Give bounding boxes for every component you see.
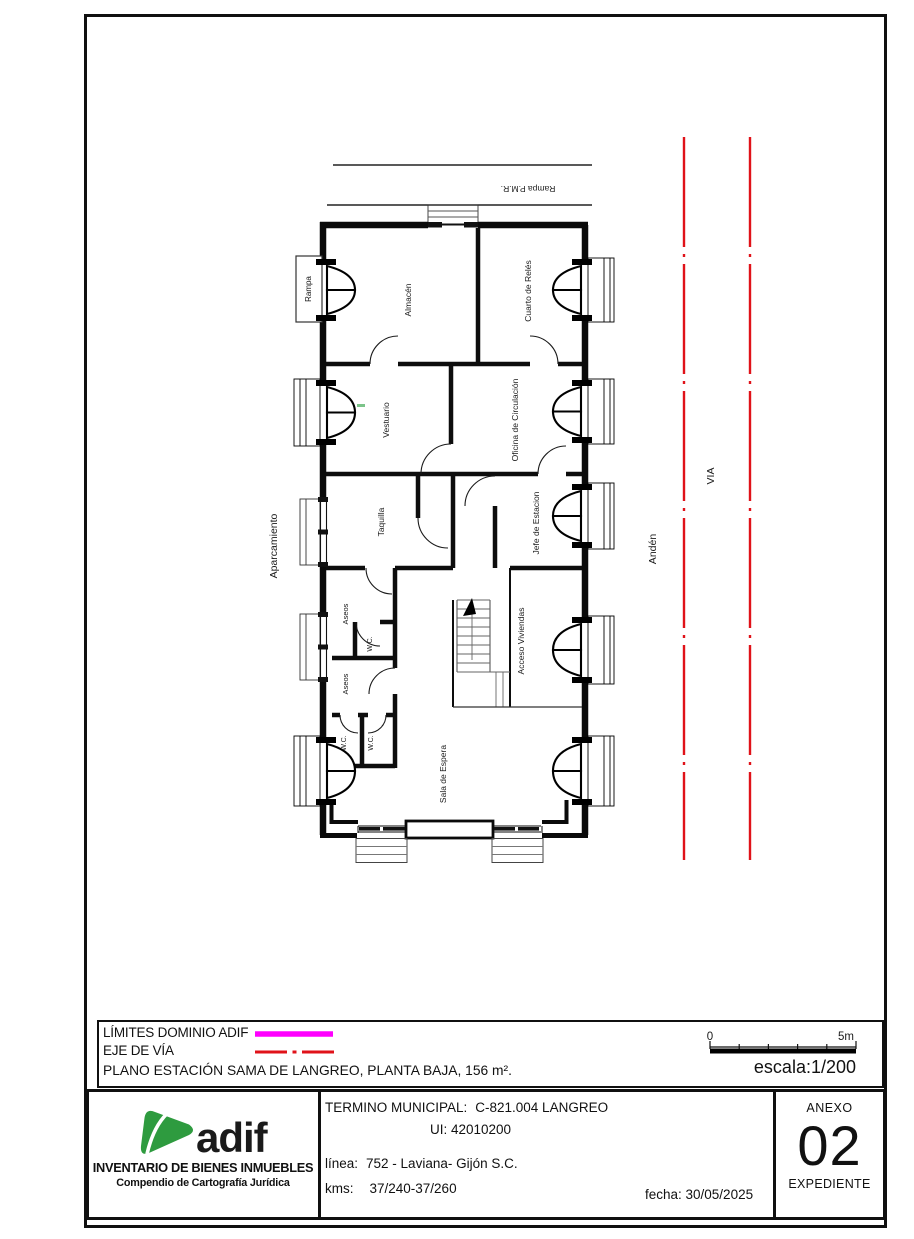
label-jefe: Jefe de Estacion [531, 491, 541, 555]
label-sala: Sala de Espera [438, 744, 448, 804]
scale-ratio-label: escala:1/200 [753, 1057, 856, 1077]
label-almacen: Almacén [403, 283, 413, 317]
linea-row [325, 1156, 518, 1171]
label-cuarto-reles: Cuarto de Relés [523, 260, 533, 322]
legend-limites-label: LÍMITES DOMINIO ADIF [103, 1025, 249, 1040]
ui-row [430, 1122, 511, 1137]
label-taquilla: Taquilla [376, 507, 386, 537]
label-vestuario: Vestuario [381, 402, 391, 438]
scale-zero-label: 0 [706, 1031, 714, 1043]
label-oficina: Oficina de Circulación [510, 378, 520, 462]
title-block-divider-1 [318, 1092, 321, 1217]
termino-row [325, 1100, 608, 1115]
anexo-number: 02 [797, 1114, 862, 1177]
kms-row [325, 1181, 457, 1196]
linea-label: línea: [325, 1156, 359, 1171]
expediente-label: EXPEDIENTE [788, 1177, 871, 1191]
termino-value: C-821.004 LANGREO [475, 1100, 609, 1115]
kms-value: 37/240-37/260 [369, 1181, 457, 1196]
label-wc-lower-right: W.C. [368, 735, 375, 751]
label-via: VIA [705, 467, 717, 485]
label-aseos-lower: Aseos [341, 673, 350, 695]
linea-value: 752 - Laviana- Gijón S.C. [366, 1156, 518, 1171]
kms-label: kms: [325, 1181, 354, 1196]
label-aseos-upper: Aseos [341, 603, 350, 625]
ui-value: UI: 42010200 [430, 1122, 512, 1137]
adif-wordmark: adif [196, 1114, 267, 1161]
label-rampa: Rampa [304, 276, 313, 302]
legend-plano-label: PLANO ESTACIÓN SAMA DE LANGREO, PLANTA BAJA, 156 m². [103, 1063, 512, 1078]
label-acceso: Acceso Viviendas [516, 607, 526, 675]
logo-caption-1: INVENTARIO DE BIENES INMUEBLES [92, 1160, 314, 1175]
fecha-row: fecha: 30/05/2025 [645, 1187, 754, 1202]
anexo-cell [773, 1089, 886, 1217]
label-aparcamiento: Aparcamiento [268, 513, 280, 579]
label-anden: Andén [647, 533, 659, 565]
label-wc-upper: W.C. [367, 636, 374, 652]
scale-five-label: 5m [838, 1031, 854, 1043]
legend-eje-label: EJE DE VÍA [103, 1043, 174, 1058]
termino-label: TERMINO MUNICIPAL: [325, 1100, 468, 1115]
label-rampa-pmr: Rampa P.M.R. [500, 184, 556, 194]
label-wc-lower-left: W.C. [341, 735, 348, 751]
anexo-label: ANEXO [806, 1101, 853, 1115]
logo-caption-2: Compendio de Cartografía Jurídica [116, 1177, 290, 1189]
